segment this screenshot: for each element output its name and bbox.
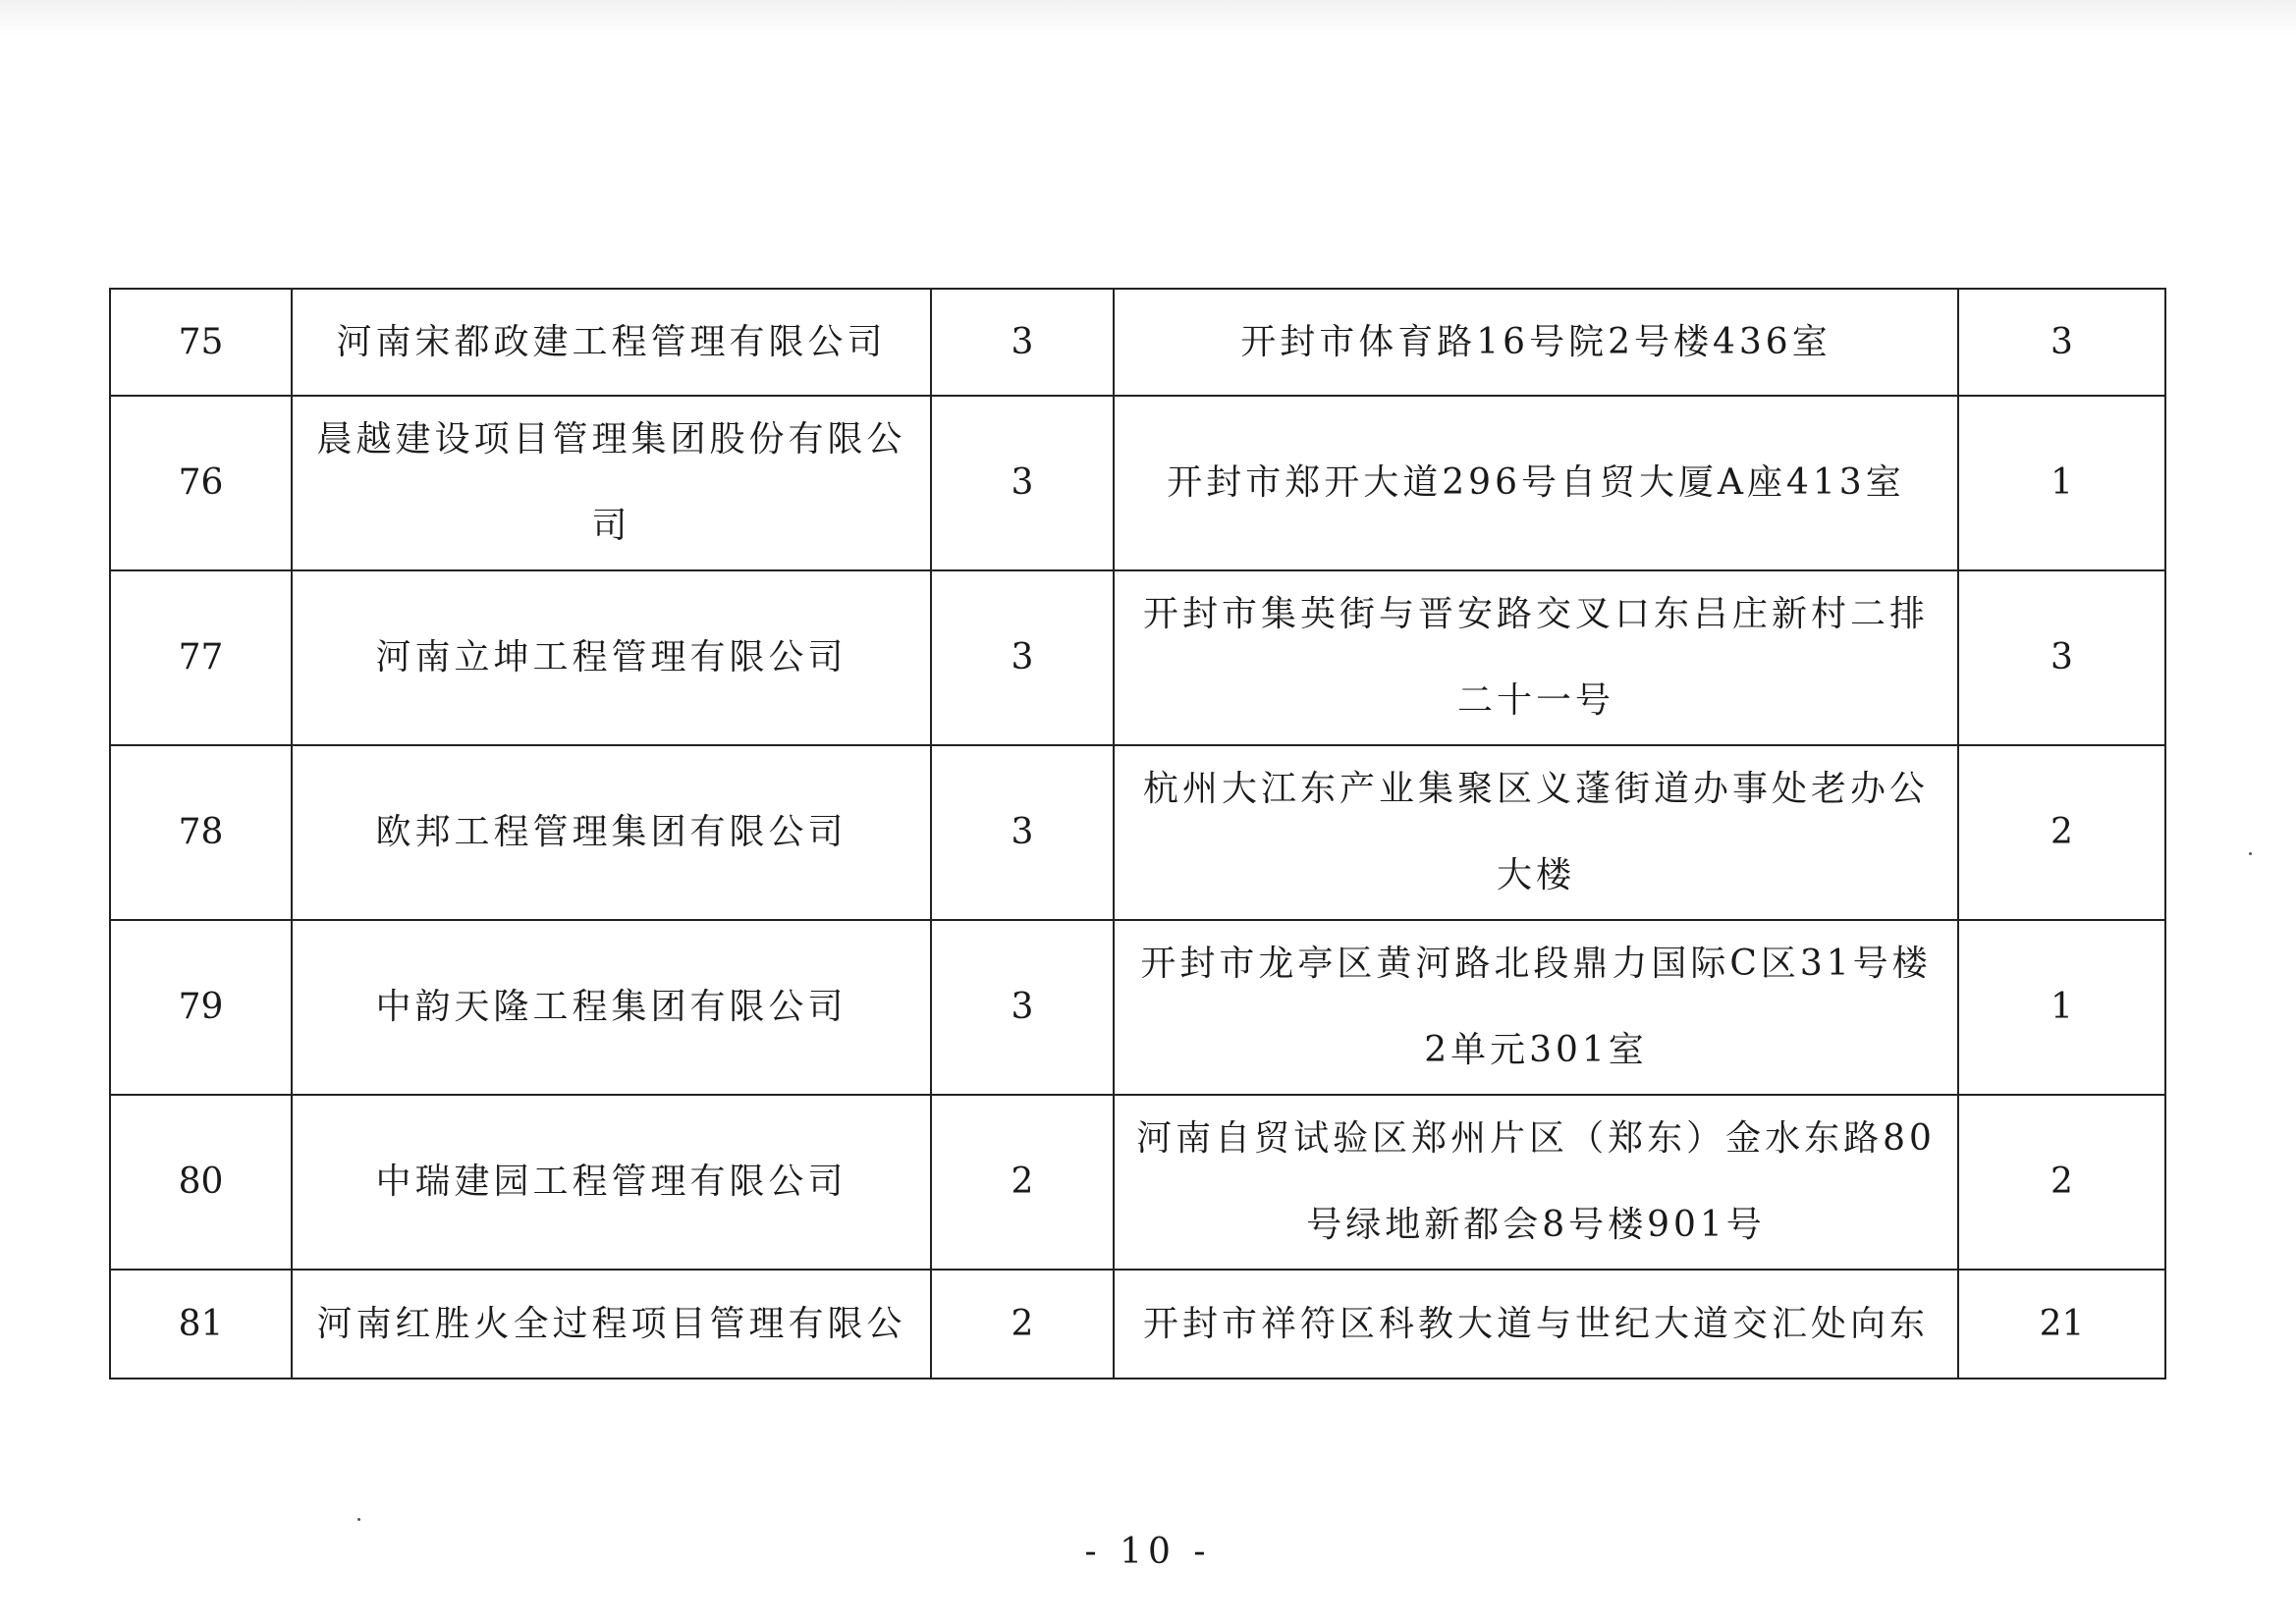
count-value: 2 <box>931 1095 1114 1270</box>
count-value: 3 <box>931 396 1114 570</box>
company-table <box>109 288 2166 1380</box>
table-row <box>110 396 2165 570</box>
table-row <box>110 1270 2165 1379</box>
last-column-value: 2 <box>1958 745 2165 920</box>
company-name: 河南红胜火全过程项目管理有限公 <box>292 1270 931 1379</box>
row-number: 79 <box>110 920 292 1095</box>
company-address: 杭州大江东产业集聚区义蓬街道办事处老办公大楼 <box>1114 745 1958 920</box>
company-name: 河南宋都政建工程管理有限公司 <box>292 289 931 396</box>
scan-edge-shadow <box>0 0 2296 35</box>
table-row <box>110 920 2165 1095</box>
company-address: 开封市龙亭区黄河路北段鼎力国际C区31号楼2单元301室 <box>1114 920 1958 1095</box>
last-column-value: 2 <box>1958 1095 2165 1270</box>
company-address: 开封市集英街与晋安路交叉口东吕庄新村二排二十一号 <box>1114 570 1958 745</box>
company-name: 欧邦工程管理集团有限公司 <box>292 745 931 920</box>
table-row <box>110 570 2165 745</box>
last-column-value: 1 <box>1958 920 2165 1095</box>
company-name: 晨越建设项目管理集团股份有限公司 <box>292 396 931 570</box>
last-column-value: 3 <box>1958 289 2165 396</box>
scan-speck <box>357 1518 360 1521</box>
table-row <box>110 289 2165 396</box>
company-name: 中瑞建园工程管理有限公司 <box>292 1095 931 1270</box>
count-value: 3 <box>931 570 1114 745</box>
row-number: 76 <box>110 396 292 570</box>
row-number: 78 <box>110 745 292 920</box>
last-column-value: 21 <box>1958 1270 2165 1379</box>
page-number: - 10 - <box>1084 1532 1212 1572</box>
row-number: 77 <box>110 570 292 745</box>
count-value: 3 <box>931 745 1114 920</box>
table-row <box>110 745 2165 920</box>
row-number: 75 <box>110 289 292 396</box>
last-column-value: 1 <box>1958 396 2165 570</box>
company-name: 中韵天隆工程集团有限公司 <box>292 920 931 1095</box>
company-address: 开封市郑开大道296号自贸大厦A座413室 <box>1114 396 1958 570</box>
row-number: 81 <box>110 1270 292 1379</box>
company-address: 河南自贸试验区郑州片区（郑东）金水东路80号绿地新都会8号楼901号 <box>1114 1095 1958 1270</box>
company-address: 开封市祥符区科教大道与世纪大道交汇处向东 <box>1114 1270 1958 1379</box>
row-number: 80 <box>110 1095 292 1270</box>
count-value: 3 <box>931 920 1114 1095</box>
count-value: 3 <box>931 289 1114 396</box>
scan-speck <box>2249 852 2252 855</box>
company-address: 开封市体育路16号院2号楼436室 <box>1114 289 1958 396</box>
count-value: 2 <box>931 1270 1114 1379</box>
table-row <box>110 1095 2165 1270</box>
last-column-value: 3 <box>1958 570 2165 745</box>
company-name: 河南立坤工程管理有限公司 <box>292 570 931 745</box>
